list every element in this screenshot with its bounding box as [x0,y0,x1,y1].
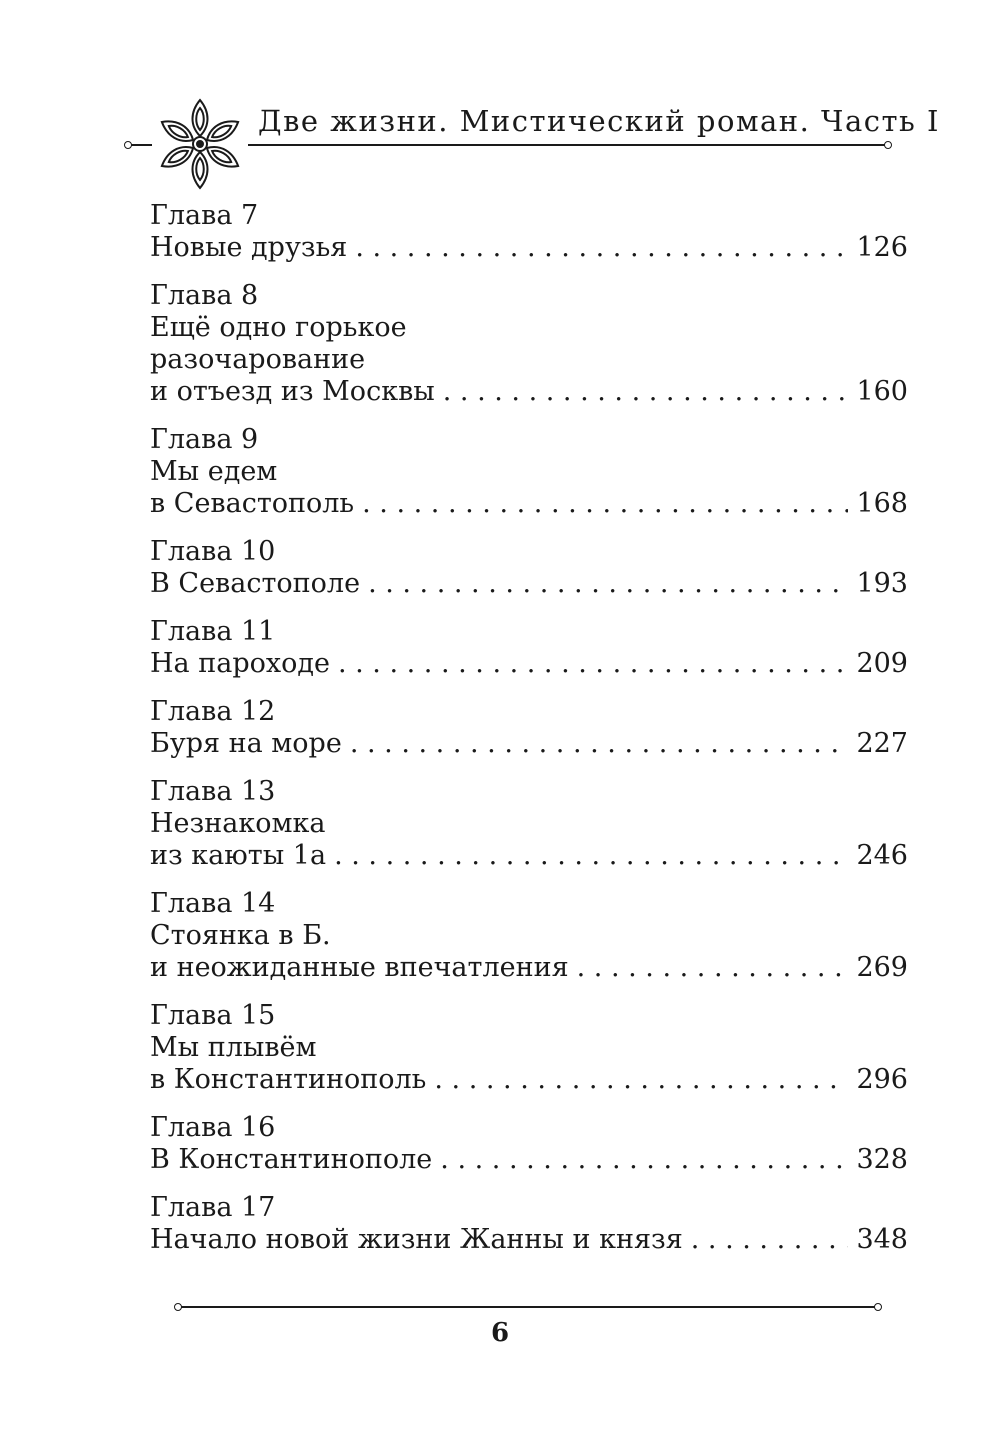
chapter-title: в Константинополь [150,1064,427,1095]
chapter-title: На пароходе [150,648,330,679]
page-ref: 296 [856,1064,908,1095]
footer-rule [178,1306,878,1308]
table-of-contents [150,200,908,1272]
chapter-label: Глава 8 [150,280,259,311]
chapter-title: из каюты 1а [150,840,327,871]
dot-leader [355,232,848,264]
running-title: Две жизни. Мистический роман. Часть I [258,104,941,138]
chapter-title-line: Стоянка в Б. [150,920,331,951]
chapter-label: Глава 14 [150,888,276,919]
chapter-label: Глава 10 [150,536,276,567]
chapter-title: в Севастополь [150,488,355,519]
chapter-label: Глава 17 [150,1192,276,1223]
page-number: 6 [490,1318,510,1348]
chapter-title: Буря на море [150,728,342,759]
dot-leader [434,1064,848,1096]
toc-entry-chapter-17[interactable] [150,1192,908,1256]
chapter-title-line: Незнакомка [150,808,326,839]
header-rule-left-dot [124,141,132,149]
toc-entry-chapter-8[interactable] [150,280,908,408]
page-ref: 246 [856,840,908,871]
dot-leader [350,728,849,760]
chapter-title-row [150,840,908,872]
chapter-title: В Севастополе [150,568,361,599]
chapter-title-row [150,952,908,984]
page-ref: 126 [856,232,908,263]
dot-leader [443,376,849,408]
chapter-title: и неожиданные впечатления [150,952,569,983]
chapter-title: и отъезд из Москвы [150,376,435,407]
toc-entry-chapter-7[interactable] [150,200,908,264]
chapter-title-line: Ещё одно горькое [150,312,407,343]
footer-rule-right-dot [874,1303,882,1311]
dot-leader [338,648,849,680]
chapter-title: В Константинополе [150,1144,433,1175]
toc-entry-chapter-9[interactable] [150,424,908,520]
chapter-label: Глава 15 [150,1000,276,1031]
dot-leader [577,952,849,984]
page-ref: 160 [856,376,908,407]
toc-entry-chapter-12[interactable] [150,696,908,760]
header-rule-right-dot [884,141,892,149]
dot-leader [440,1144,848,1176]
dot-leader [362,488,848,520]
toc-entry-chapter-10[interactable] [150,536,908,600]
lotus-ornament-icon [152,96,248,192]
toc-entry-chapter-14[interactable] [150,888,908,984]
chapter-title-line: Мы плывём [150,1032,317,1063]
chapter-title-row [150,376,908,408]
chapter-title-row [150,1144,908,1176]
dot-leader [691,1224,849,1256]
chapter-label: Глава 7 [150,200,259,231]
chapter-title-line: Мы едем [150,456,278,487]
chapter-title: Новые друзья [150,232,348,263]
chapter-label: Глава 9 [150,424,259,455]
chapter-label: Глава 12 [150,696,276,727]
page-ref: 168 [856,488,908,519]
chapter-label: Глава 13 [150,776,276,807]
footer-rule-left-dot [174,1303,182,1311]
page-header [0,0,1000,200]
toc-entry-chapter-13[interactable] [150,776,908,872]
page-ref: 269 [856,952,908,983]
dot-leader [368,568,848,600]
page-ref: 209 [856,648,908,679]
page-ref: 193 [856,568,908,599]
toc-entry-chapter-11[interactable] [150,616,908,680]
chapter-title-row [150,232,908,264]
page-ref: 227 [856,728,908,759]
chapter-title-row [150,728,908,760]
dot-leader [334,840,848,872]
chapter-title-row [150,488,908,520]
toc-entry-chapter-15[interactable] [150,1000,908,1096]
chapter-title-row [150,648,908,680]
toc-entry-chapter-16[interactable] [150,1112,908,1176]
page-ref: 348 [856,1224,908,1255]
chapter-title: Начало новой жизни Жанны и князя [150,1224,683,1255]
chapter-title-row [150,1064,908,1096]
page-ref: 328 [856,1144,908,1175]
chapter-title-line: разочарование [150,344,366,375]
chapter-label: Глава 11 [150,616,276,647]
chapter-label: Глава 16 [150,1112,276,1143]
chapter-title-row [150,568,908,600]
chapter-title-row [150,1224,908,1256]
